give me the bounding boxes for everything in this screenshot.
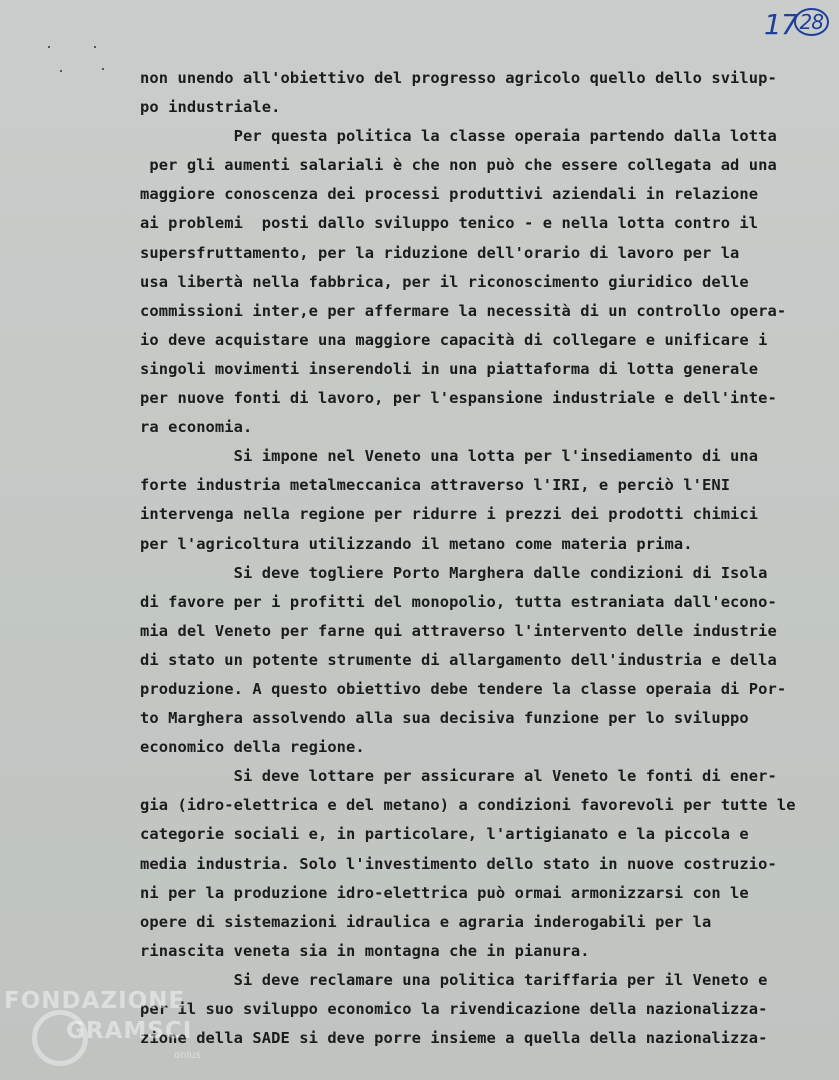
text-line: forte industria metalmeccanica attraverso l'IRI, e perciò l'ENI (140, 476, 731, 495)
ink-speck (94, 46, 96, 48)
text-line: per il suo sviluppo economico la rivendicazione della nazionalizza- (140, 1000, 768, 1018)
watermark-line3: onlus (174, 1050, 201, 1061)
ink-speck (48, 46, 50, 48)
text-line: gia (idro-elettrica e del metano) a condizioni favorevoli per tutte le (140, 796, 796, 815)
text-line: Per questa politica la classe operaia partendo dalla lotta (140, 127, 777, 146)
typed-text-body (140, 64, 835, 1053)
text-line: ra economia. (140, 418, 253, 437)
page-number-main: 17 (763, 8, 798, 41)
page-number-circled: 28 (794, 8, 829, 36)
text-line: media industria. Solo l'investimento dello stato in nuove costruzio- (140, 854, 777, 873)
watermark-line2: GRAMSCI (66, 1018, 193, 1044)
text-line: produzione. A questo obiettivo debe tendere la classe operaia di Por- (140, 679, 787, 698)
text-line: ni per la produzione idro-elettrica può ormai armonizzarsi con le (140, 883, 749, 902)
text-line: non unendo all'obiettivo del progresso agricolo quello dello svilup- (140, 69, 777, 87)
text-line: commissioni inter,e per affermare la necessità di un controllo opera- (140, 301, 787, 320)
watermark-line1: FONDAZIONE (4, 988, 186, 1014)
text-line: singoli movimenti inserendoli in una piattaforma di lotta generale (140, 359, 759, 378)
text-line: per l'agricoltura utilizzando il metano come materia prima. (140, 534, 693, 553)
text-line: Si deve lottare per assicurare al Veneto le fonti di ener- (140, 767, 777, 786)
text-line: economico della regione. (140, 738, 365, 757)
text-line: usa libertà nella fabbrica, per il riconoscimento giuridico delle (140, 272, 749, 291)
text-line: mia del Veneto per farne qui attraverso l'intervento delle industrie (140, 621, 777, 640)
ink-speck (60, 70, 62, 72)
watermark (4, 988, 224, 1078)
text-line: io deve acquistare una maggiore capacità di collegare e unificare i (140, 330, 768, 349)
text-line: intervenga nella regione per ridurre i prezzi dei prodotti chimici (140, 505, 759, 524)
text-line: di favore per i profitti del monopolio, tutta estraniata dall'econo- (140, 592, 777, 611)
text-line: maggiore conoscenza dei processi produttivi aziendali in relazione (140, 185, 759, 204)
text-line: supersfruttamento, per la riduzione dell'orario di lavoro per la (140, 243, 740, 262)
text-line: to Marghera assolvendo alla sua decisiva funzione per lo sviluppo (140, 709, 749, 728)
text-line: per gli aumenti salariali è che non può che essere collegata ad una (140, 156, 777, 175)
text-line: opere di sistemazioni idraulica e agraria inderogabili per la (140, 912, 712, 931)
text-line: rinascita veneta sia in montagna che in pianura. (140, 941, 590, 960)
text-line: di stato un potente strumente di allargamento dell'industria e della (140, 650, 777, 669)
ink-speck (102, 68, 104, 70)
text-line: po industriale. (140, 98, 281, 117)
text-line: Si impone nel Veneto una lotta per l'insediamento di una (140, 447, 759, 466)
text-line: zione della SADE si deve porre insieme a quella della nazionalizza- (140, 1029, 768, 1048)
text-line: ai problemi posti dallo sviluppo tenico - e nella lotta contro il (140, 214, 759, 233)
text-line: categorie sociali e, in particolare, l'artigianato e la piccola e (140, 825, 749, 844)
text-line: Si deve reclamare una politica tariffaria per il Veneto e (140, 970, 768, 989)
text-line: per nuove fonti di lavoro, per l'espansione industriale e dell'inte- (140, 389, 777, 408)
text-line: Si deve togliere Porto Marghera dalle condizioni di Isola (140, 563, 768, 582)
page-number (764, 8, 829, 41)
